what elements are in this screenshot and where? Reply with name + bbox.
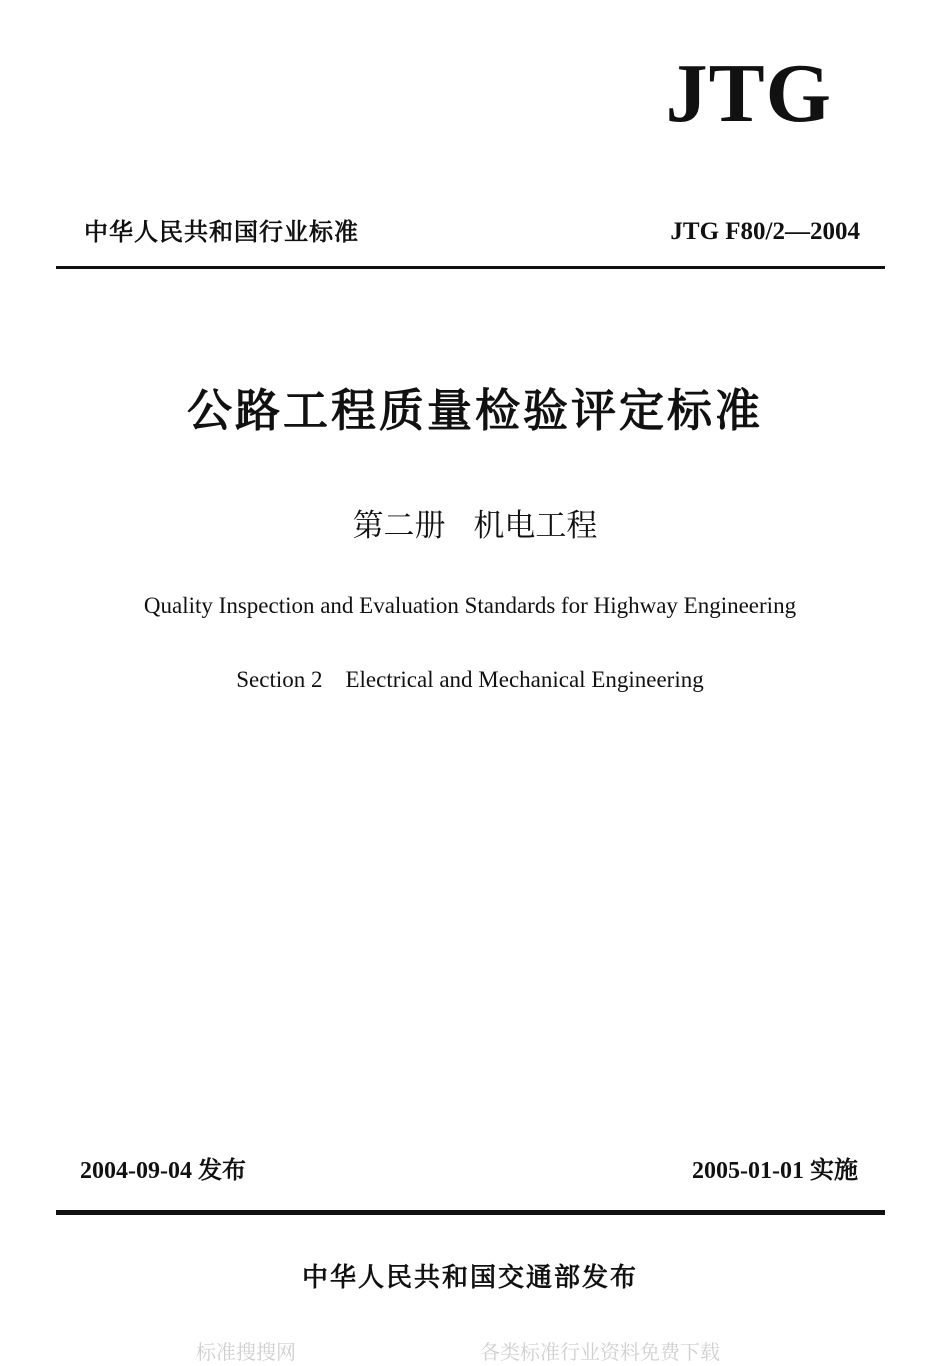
standard-category: 中华人民共和国行业标准 [84,218,359,246]
watermark-left: 标准搜搜网 [196,1340,296,1364]
issue-date: 2004-09-04 发布 [80,1158,246,1184]
standard-code: JTG F80/2—2004 [670,218,860,245]
english-title: Quality Inspection and Evaluation Standards for Highway Engineering [143,593,797,618]
implementation-date: 2005-01-01 实施 [692,1158,858,1184]
bottom-divider [56,1210,885,1215]
watermark-right: 各类标准行业资料免费下载 [480,1340,720,1364]
top-divider [56,266,885,269]
page-title: 公路工程质量检验评定标准 [186,384,763,437]
publisher: 中华人民共和国交通部发布 [301,1263,638,1293]
volume-subtitle: 第二册 机电工程 [352,508,598,544]
jtg-logo: JTG [665,47,832,140]
english-section-title: Section 2 Electrical and Mechanical Engineering [236,667,704,692]
